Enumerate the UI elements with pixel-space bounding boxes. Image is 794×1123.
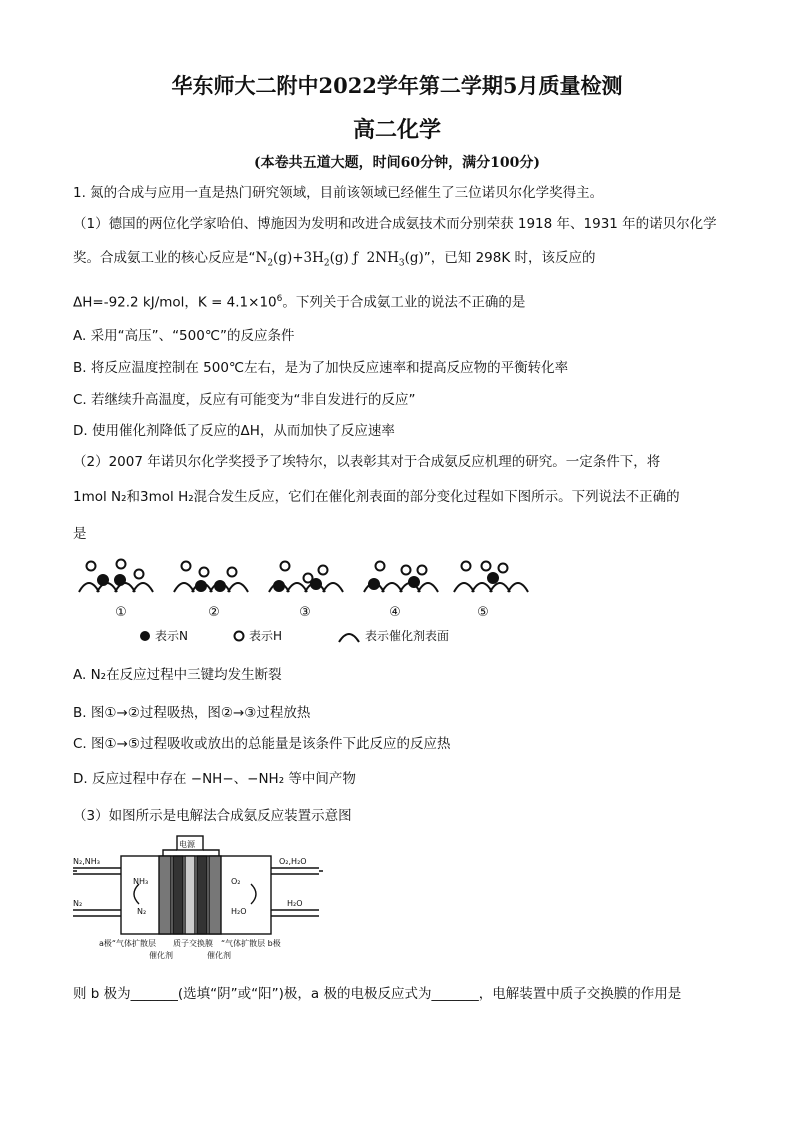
- step-label-2: ②: [208, 605, 220, 620]
- left-outlet-label: N₂,NH₃: [73, 857, 100, 866]
- legend-surface: 表示催化剂表面: [365, 629, 450, 643]
- option-D-2: D. 反应过程中存在 −NH−、−NH₂ 等中间产物: [73, 771, 356, 787]
- step-label-5: ⑤: [477, 605, 489, 620]
- exam-subject: 高二化学: [352, 117, 441, 143]
- caption-catalyst-right: 催化剂: [207, 951, 231, 960]
- power-label: 电源: [179, 840, 195, 849]
- part2-line1: （2）2007 年诺贝尔化学奖授予了埃特尔，以表彰其对于合成氨反应机理的研究。一定条件下，将: [73, 454, 661, 470]
- part1-line2-a: 奖。合成氨工业的核心反应是“: [73, 250, 256, 266]
- inner-right-bottom: H₂O: [231, 907, 247, 916]
- step-label-3: ③: [299, 605, 311, 620]
- panel-2: [174, 562, 248, 593]
- part1-line3-b: 。下列关于合成氨工业的说法不正确的是: [282, 294, 526, 311]
- option-C-2: C. 图①→⑤过程吸收或放出的总能量是该条件下此反应的反应热: [73, 736, 451, 752]
- part1-line3-exponent: 6: [276, 294, 283, 304]
- option-A-1: A. 采用“高压”、“500℃”的反应条件: [73, 328, 295, 344]
- option-C-1: C. 若继续升高温度，反应有可能变为“非自发进行的反应”: [73, 392, 416, 408]
- exam-note: (本卷共五道大题，时间60分钟，满分100分): [254, 155, 540, 171]
- question-stem: 1. 氮的合成与应用一直是热门研究领域，目前该领域已经催生了三位诺贝尔化学奖得主。: [73, 185, 604, 201]
- part1-line1: （1）德国的两位化学家哈伯、博施因为发明和改进合成氨技术而分别荣获 1918 年、1931 年的诺贝尔化学: [73, 216, 717, 232]
- inner-left-top: NH₃: [133, 877, 149, 886]
- right-outlet-label: O₂,H₂O: [279, 857, 307, 866]
- part1-line2-b: ”，已知 298K 时，该反应的: [423, 250, 596, 266]
- legend-surface-icon: [339, 634, 359, 642]
- reaction-equation: $N_2(g)+3H_2(g)$ ƒ $2NH_3(g)$: [255, 250, 424, 269]
- panel-1: [79, 560, 153, 593]
- part1-line3: [73, 289, 525, 313]
- catalyst-process-figure: [73, 552, 533, 648]
- caption-catalyst-left: 催化剂: [149, 951, 173, 960]
- option-B-2: B. 图①→②过程吸热，图②→③过程放热: [73, 705, 311, 721]
- part2-line3: 是: [73, 526, 87, 542]
- caption-mid: 质子交换膜: [173, 939, 213, 948]
- part1-line3-a: ΔH=-92.2 kJ/mol，K = 4.1×10: [73, 294, 277, 311]
- step-label-1: ①: [115, 605, 127, 620]
- inner-right-top: O₂: [231, 877, 241, 886]
- part3-line2: 则 b 极为_______(选填“阴”或“阳”)极，a 极的电极反应式为_______，电解装置中质子交换膜的作用是: [73, 986, 682, 1002]
- right-inlet-label: H₂O: [287, 899, 303, 908]
- legend-h: 表示H: [249, 629, 283, 643]
- exam-title: 华东师大二附中2022学年第二学期5月质量检测: [171, 73, 623, 98]
- legend-n-icon: [140, 631, 150, 641]
- caption-right: “气体扩散层 b极: [221, 939, 281, 948]
- option-A-2: A. N₂在反应过程中三键均发生断裂: [73, 667, 282, 683]
- part3-line1: （3）如图所示是电解法合成氨反应装置示意图: [73, 808, 352, 824]
- legend-h-icon: [235, 632, 244, 641]
- panel-3: [269, 562, 343, 593]
- option-D-1: D. 使用催化剂降低了反应的ΔH，从而加快了反应速率: [73, 423, 395, 439]
- step-label-4: ④: [389, 605, 401, 620]
- electrolysis-figure: [73, 834, 323, 964]
- legend-n: 表示N: [155, 629, 188, 643]
- option-B-1: B. 将反应温度控制在 500℃左右，是为了加快反应速率和提高反应物的平衡转化率: [73, 360, 569, 376]
- panel-4: [364, 562, 438, 593]
- part1-line2: [73, 248, 596, 274]
- caption-left: a极“气体扩散层: [99, 939, 157, 948]
- part2-line2: 1mol N₂和3mol H₂混合发生反应，它们在催化剂表面的部分变化过程如下图所示。下列说法不正确的: [73, 489, 680, 505]
- inner-left-bottom: N₂: [137, 907, 147, 916]
- left-inlet-label: N₂: [73, 899, 83, 908]
- panel-5: [454, 562, 528, 593]
